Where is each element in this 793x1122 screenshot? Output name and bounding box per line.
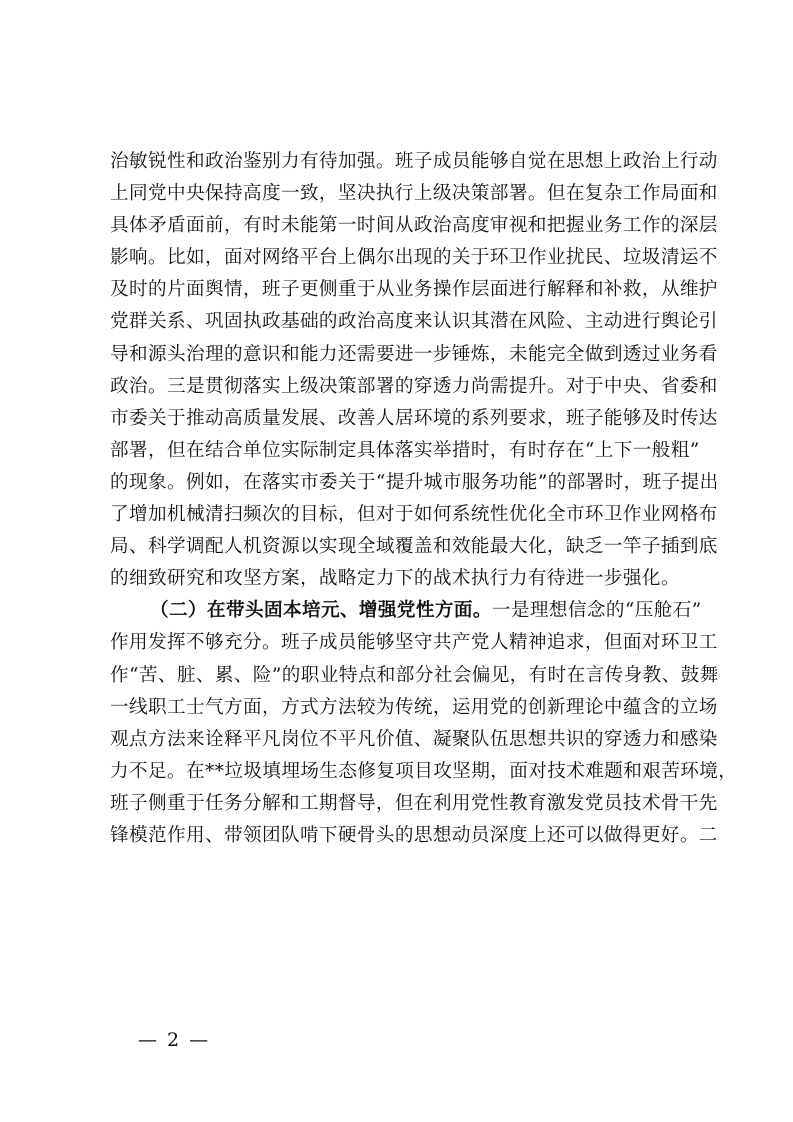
text-line: 观点方法来诠释平凡岗位不平凡价值、凝聚队伍思想共识的穿透力和感染 [110,728,718,750]
text-line: 作用发挥不够充分。班子成员能够坚守共产党人精神追求，但面对环卫工 [110,632,718,654]
text-line: 班子侧重于任务分解和工期督导，但在利用党性教育激发党员技术骨干先 [110,792,718,814]
section-heading-line [110,595,702,627]
page-number: — 2 — [138,1029,211,1051]
section-heading: （二）在带头固本培元、增强党性方面。 [150,600,492,622]
text-line: 的现象。例如，在落实市委关于“提升城市服务功能”的部署时，班子提出 [110,471,719,493]
body-text [110,146,738,852]
text-line: 导和源头治理的意识和能力还需要进一步锤炼，未能完全做到透过业务看 [110,343,718,365]
text-line: 的细致研究和攻坚方案，战略定力下的战术执行力有待进一步强化。 [110,568,680,590]
text-line: 局、科学调配人机资源以实现全域覆盖和效能最大化，缺乏一竿子插到底 [110,536,718,558]
text-line: 及时的片面舆情，班子更侧重于从业务操作层面进行解释和补救，从维护 [110,279,718,301]
text-line: 影响。比如，面对网络平台上偶尔出现的关于环卫作业扰民、垃圾清运不 [110,247,718,269]
text-line: 具体矛盾面前，有时未能第一时间从政治高度审视和把握业务工作的深层 [110,215,718,237]
text-line: 力不足。在**垃圾填埋场生态修复项目攻坚期，面对技术难题和艰苦环境， [110,760,738,782]
text-line: 了增加机械清扫频次的目标，但对于如何系统性优化全市环卫作业网格布 [110,504,718,526]
text-line: 市委关于推动高质量发展、改善人居环境的系列要求，班子能够及时传达 [110,407,718,429]
text-line: 一线职工士气方面，方式方法较为传统，运用党的创新理论中蕴含的立场 [110,696,718,718]
text-line: 治敏锐性和政治鉴别力有待加强。班子成员能够自觉在思想上政治上行动 [110,151,718,172]
text-line: 党群关系、巩固执政基础的政治高度来认识其潜在风险、主动进行舆论引 [110,311,718,333]
text-line: 部署，但在结合单位实际制定具体落实举措时，有时存在“上下一般粗” [110,439,700,461]
section-heading-rest: 一是理想信念的“压舱石” [491,600,702,622]
text-line: 上同党中央保持高度一致，坚决执行上级决策部署。但在复杂工作局面和 [110,183,718,205]
text-line: 作“苦、脏、累、险”的职业特点和部分社会偏见，有时在言传身教、鼓舞 [110,664,719,686]
text-line: 政治。三是贯彻落实上级决策部署的穿透力尚需提升。对于中央、省委和 [110,375,718,397]
text-line: 锋模范作用、带领团队啃下硬骨头的思想动员深度上还可以做得更好。二 [110,824,718,846]
